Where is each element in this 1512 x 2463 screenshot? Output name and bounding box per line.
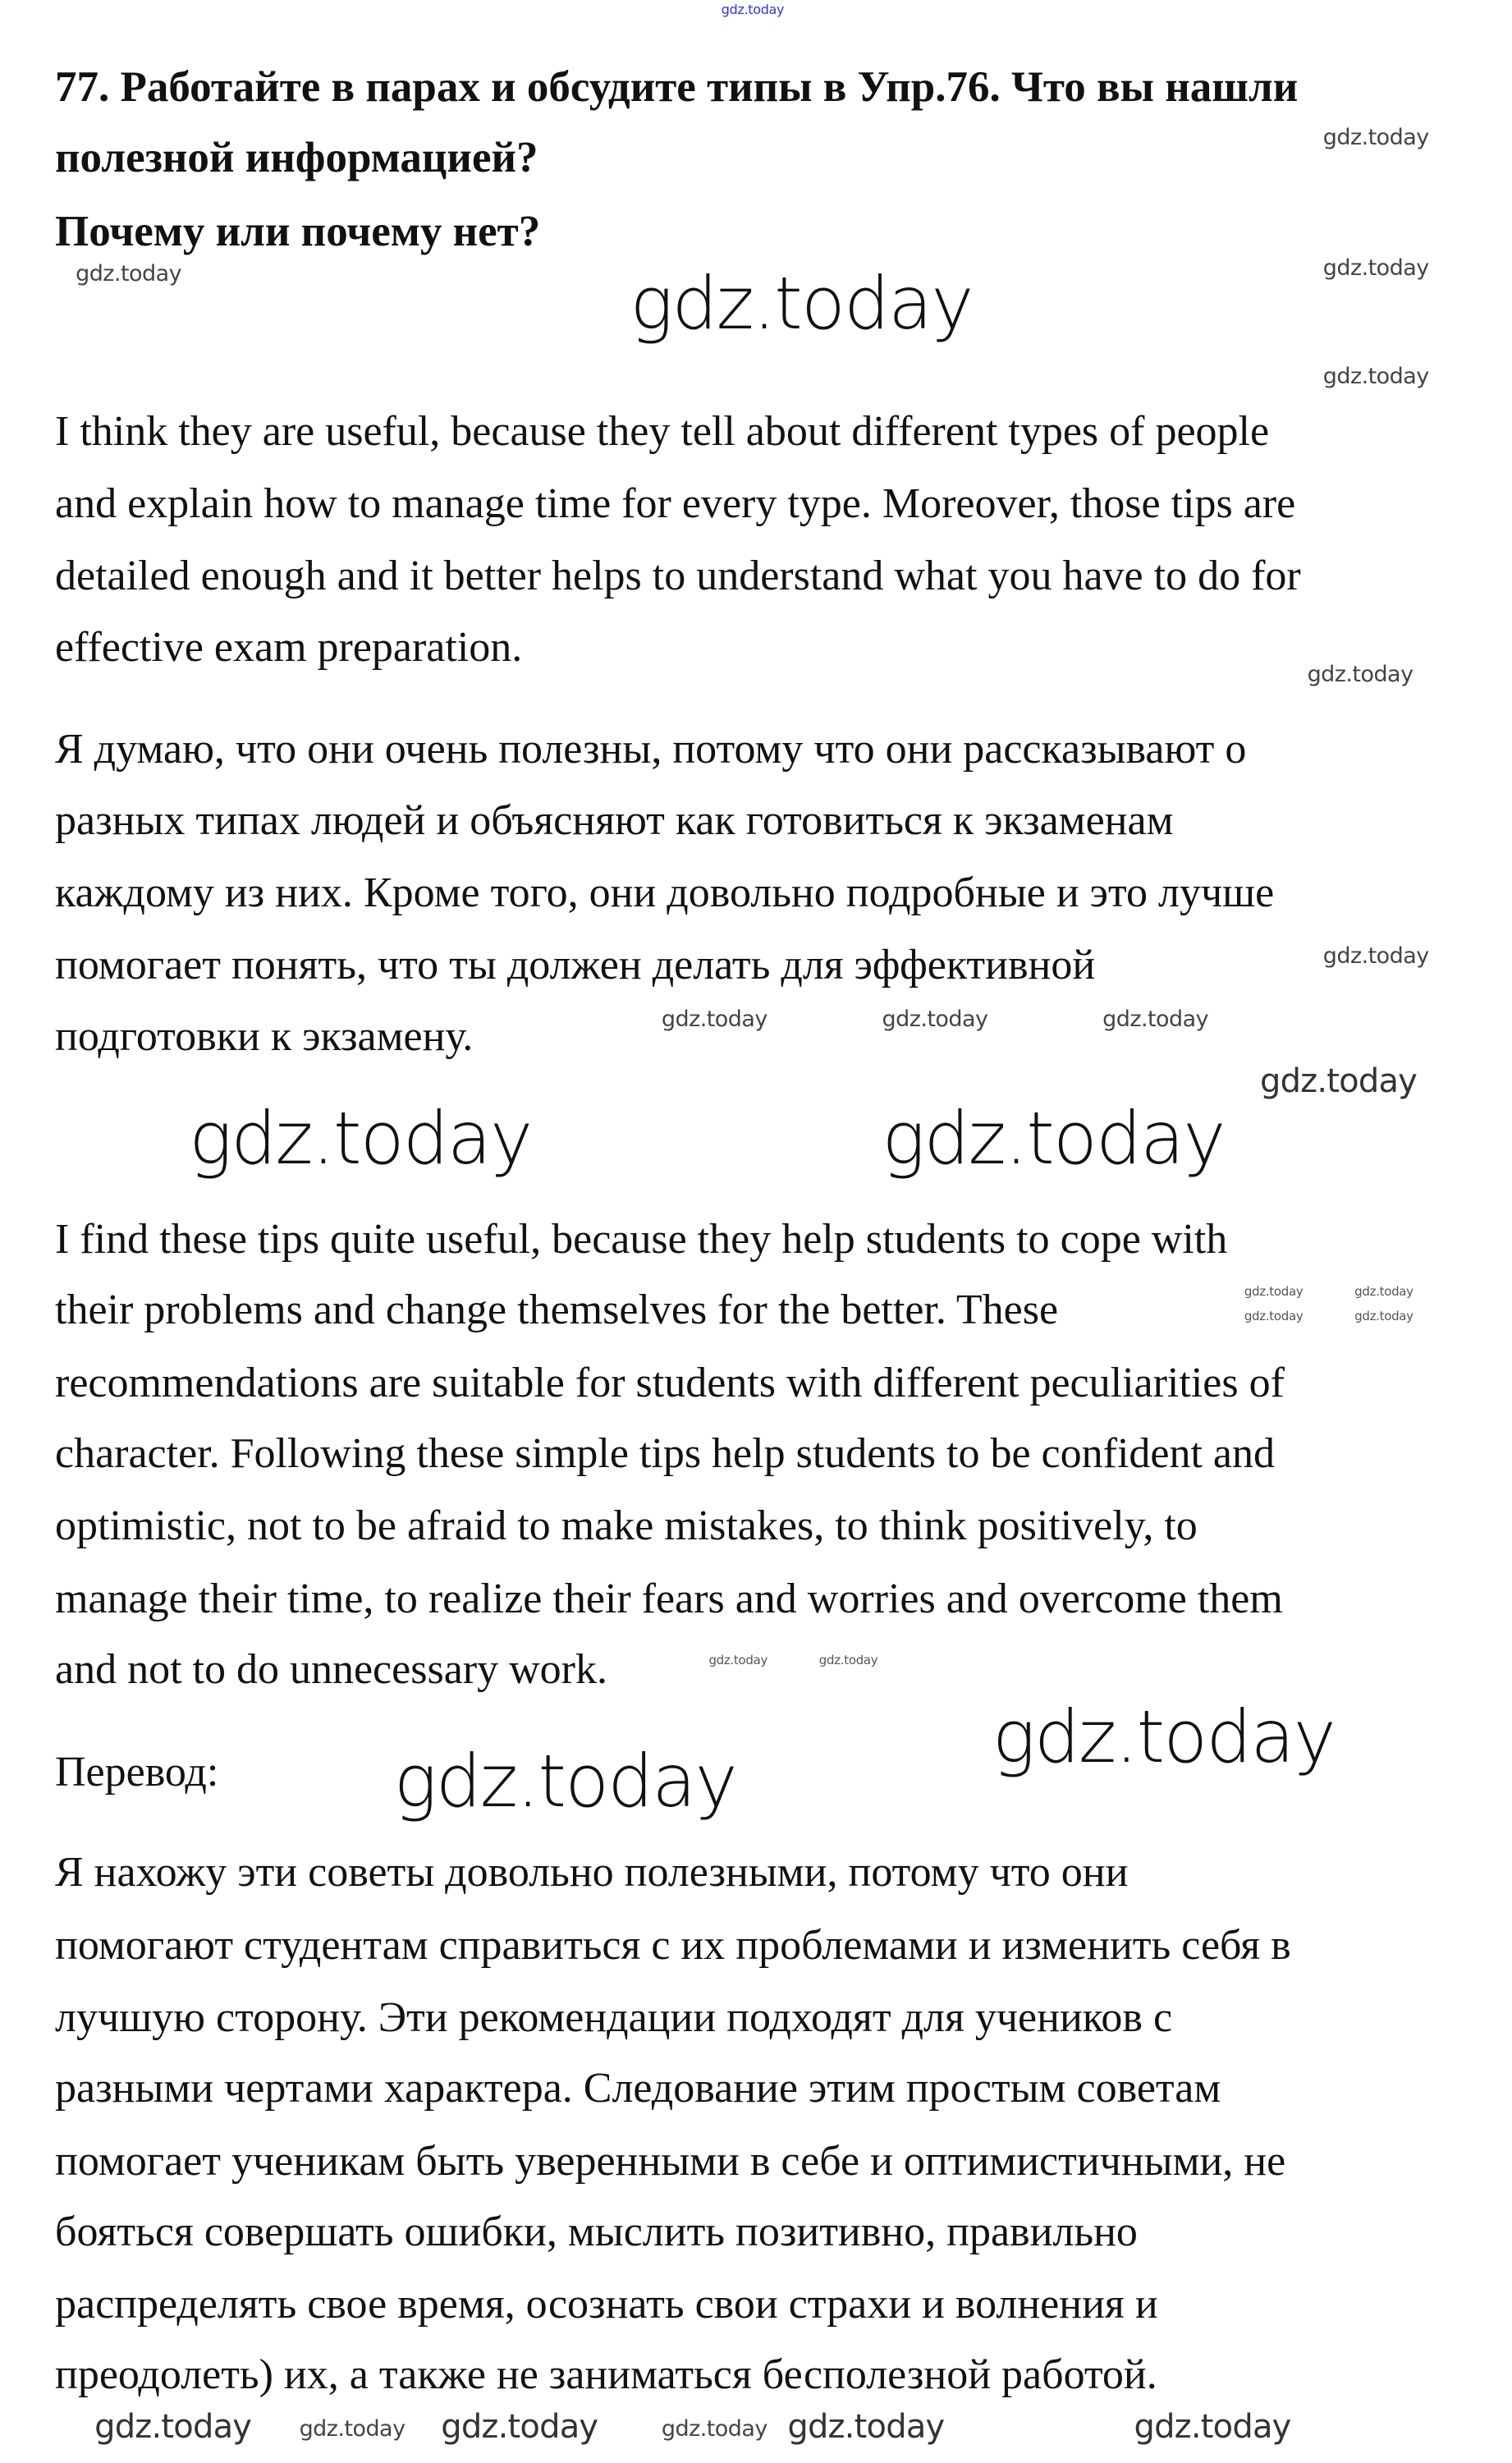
watermark: gdz.today: [818, 1652, 878, 1667]
watermark: gdz.today: [1244, 1309, 1304, 1324]
answer2-en-line: manage their time, to realize their fears and worries and overcome them: [55, 1575, 1283, 1622]
answer2-ru-line: разными чертами характера. Следование этим простым советам: [55, 2065, 1221, 2112]
watermark: gdz.today: [1102, 1007, 1209, 1032]
watermark: gdz.today: [708, 1652, 768, 1667]
watermark: gdz.today: [1322, 364, 1429, 390]
answer2-en-line: their problems and change themselves for the better. These: [55, 1287, 1059, 1334]
answer1-en-line: effective exam preparation.: [55, 623, 523, 671]
answer2-en-line: recommendations are suitable for students with different peculiarities of: [55, 1359, 1285, 1406]
watermark: gdz.today: [393, 1738, 736, 1823]
watermark: gdz.today: [630, 261, 973, 346]
answer1-en-line: and explain how to manage time for every type. Moreover, those tips are: [55, 480, 1296, 527]
answer2-en-line: optimistic, not to be afraid to make mistakes, to think positively, to: [55, 1502, 1198, 1550]
watermark: gdz.today: [721, 1, 785, 17]
watermark: gdz.today: [1307, 661, 1413, 687]
watermark: gdz.today: [882, 1007, 988, 1032]
answer2-ru-line: помогает ученикам быть уверенными в себе и оптимистичными, не: [55, 2137, 1286, 2185]
watermark: gdz.today: [441, 2407, 598, 2446]
answer2-en-line: and not to do unnecessary work.: [55, 1645, 607, 1693]
title-line: Почему или почему нет?: [55, 208, 541, 256]
answer2-ru-line: Я нахожу эти советы довольно полезными, потому что они: [55, 1849, 1129, 1897]
answer1-ru-line: подготовки к экзамену.: [55, 1012, 474, 1060]
answer2-en-line: character. Following these simple tips help students to be confident and: [55, 1430, 1276, 1477]
watermark: gdz.today: [1354, 1309, 1413, 1324]
answer2-ru-line: распределять свое время, осознать свои страхи и волнения и: [55, 2281, 1158, 2328]
watermark: gdz.today: [76, 261, 182, 287]
watermark: gdz.today: [189, 1096, 532, 1181]
watermark: gdz.today: [1322, 255, 1429, 281]
answer1-en-line: I think they are useful, because they tell about different types of people: [55, 407, 1270, 455]
watermark: gdz.today: [661, 2416, 767, 2442]
title-line: 77. Работайте в парах и обсудите типы в Упр.76. Что вы нашли: [55, 62, 1299, 111]
watermark: gdz.today: [992, 1695, 1336, 1780]
watermark: gdz.today: [787, 2407, 945, 2446]
answer1-ru-line: разных типах людей и объясняют как готовиться к экзаменам: [55, 796, 1174, 844]
translation-label: Перевод:: [55, 1748, 219, 1796]
watermark: gdz.today: [299, 2416, 405, 2442]
answer2-ru-line: помогают студентам справиться с их проблемами и изменить себя в: [55, 1921, 1291, 1969]
answer2-ru-line: преодолеть) их, а также не заниматься бесполезной работой.: [55, 2351, 1157, 2399]
answer1-ru-line: каждому из них. Кроме того, они довольно подробные и это лучше: [55, 869, 1275, 916]
watermark: gdz.today: [882, 1096, 1225, 1181]
watermark: gdz.today: [1134, 2407, 1291, 2446]
answer2-ru-line: бояться совершать ошибки, мыслить позитивно, правильно: [55, 2208, 1138, 2255]
answer1-en-line: detailed enough and it better helps to understand what you have to do for: [55, 553, 1301, 600]
watermark: gdz.today: [1244, 1283, 1304, 1299]
watermark: gdz.today: [1322, 943, 1429, 970]
answer2-ru-line: лучшую сторону. Эти рекомендации подходят для учеников с: [55, 1993, 1173, 2041]
watermark: gdz.today: [1354, 1283, 1413, 1299]
answer1-ru-line: Я думаю, что они очень полезны, потому что они рассказывают о: [55, 726, 1247, 773]
watermark: gdz.today: [1322, 124, 1429, 150]
answer1-ru-line: помогает понять, что ты должен делать для эффективной: [55, 942, 1096, 989]
answer2-en-line: I find these tips quite useful, because they help students to cope with: [55, 1216, 1228, 1264]
watermark: gdz.today: [1260, 1062, 1418, 1101]
watermark: gdz.today: [661, 1007, 767, 1032]
title-line: полезной информацией?: [55, 133, 538, 181]
watermark: gdz.today: [94, 2407, 252, 2446]
